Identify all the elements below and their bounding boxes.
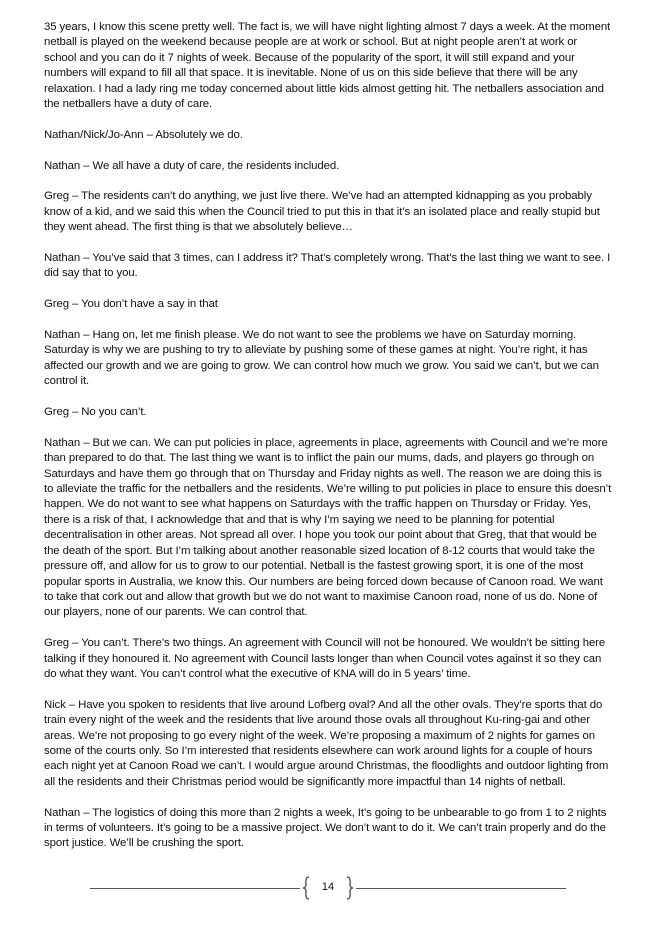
paragraph: 35 years, I know this scene pretty well. The fact is, we will have night lighting almost 7 days a week. At the moment netball is played on the weekend because people are at work or school. But at night people aren’t at work or school and you can do it 7 nights of week. Because of the popularity of the sport, it will still expand and your numbers will expand to fill all that space. It is inevitable. None of us on this side believe that there will be any relaxation. I had a lady ring me today concerned about little kids almost getting hit. The netballers association and the netballers have a duty of care. [44, 21, 611, 111]
page-footer [90, 876, 566, 900]
page-number: 14 [321, 881, 335, 893]
paragraph: Nathan – Hang on, let me finish please. We do not want to see the problems we have on Saturday morning. Saturday is why we are pushing to try to alleviate by pushing some of these games at night. You’re right, it has affected our growth and we are going to grow. We can control how much we grow. You said we can’t, but we can control it. [44, 329, 599, 388]
paragraph: Nathan/Nick/Jo-Ann – Absolutely we do. [44, 128, 243, 141]
paragraph: Nathan – But we can. We can put policies in place, agreements in place, agreements with Council and we’re more than prepared to do that. The last thing we want is to inflict the pain our mums, dads, and players go through on Saturdays and have them go through that on Thursday and Friday nights as well. The reason we are doing this is to alleviate the traffic for the netballers and the residents. We’re willing to put policies in place to ensure this doesn’t happen. We do not want to see what happens on Saturdays with the traffic happen on Thursday or Friday. Yes, there is a risk of that, I acknowledge that and that is why I’m saying we need to be planning for potential decentralisation in other areas. Not spread all over. I hope you took our point about that Greg, that that would be the death of the sport. But I’m talking about another reasonable sized location of 8-12 courts that would take the pressure off, and allow for us to grow to our potential. Netball is the fastest growing sport, it is one of the most popular sports in Australia, we know this. Our numbers are being forced down because of Canoon road. We want to take that cork out and allow that growth but we do not want to maximise Canoon road, none of us do. None of our players, none of our parents. We can control that. [44, 436, 612, 619]
paragraph: Nathan – The logistics of doing this more than 2 nights a week, It’s going to be unbearable to go from 1 to 2 nights in terms of volunteers. It’s going to be a massive project. We don’t want to do it. We can’t train properly and do the sport justice. We’ll be crushing the sport. [44, 806, 607, 850]
right-brace-icon [346, 876, 354, 900]
paragraph: Greg – No you can’t. [44, 406, 147, 419]
paragraph: Greg – You can’t. There’s two things. An agreement with Council will not be honoured. We wouldn’t be sitting here talking if they honoured it. No agreement with Council lasts longer than when Council votes against it so they can do what they want. You can’t control what the executive of KNA will do in 5 years’ time. [44, 637, 606, 680]
paragraph: Greg – The residents can’t do anything, we just live there. We’ve had an attempted kidnapping as you probably know of a kid, and we said this when the Council tried to put this in that it’s an isolated place and really stupid but they went ahead. The first thing is that we absolutely believe… [44, 190, 600, 234]
paragraph: Nathan – You’ve said that 3 times, can I address it? That’s completely wrong. That’s the last thing we want to see. I did say that to you. [44, 252, 611, 280]
paragraph: Nick – Have you spoken to residents that live around Lofberg oval? And all the other ovals. They’re sports that do train every night of the week and the residents that live around those ovals all throughout Ku-ring-gai and other areas. We’re not proposing to go every night of the week. We’re proposing a maximum of 2 nights for games on some of the courts only. So I’m interested that residents elsewhere can work around lights for a couple of hours each night yet at Canoon Road we can’t. I would argue around Christmas, the floodlights and outdoor lighting from all the residents and their Christmas period would be significantly more impactful than 14 nights of netball. [44, 698, 609, 788]
transcript-body [44, 20, 612, 867]
footer-rule-right [356, 888, 566, 889]
paragraph: Nathan – We all have a duty of care, the residents included. [44, 159, 340, 172]
paragraph: Greg – You don’t have a say in that [44, 298, 218, 311]
